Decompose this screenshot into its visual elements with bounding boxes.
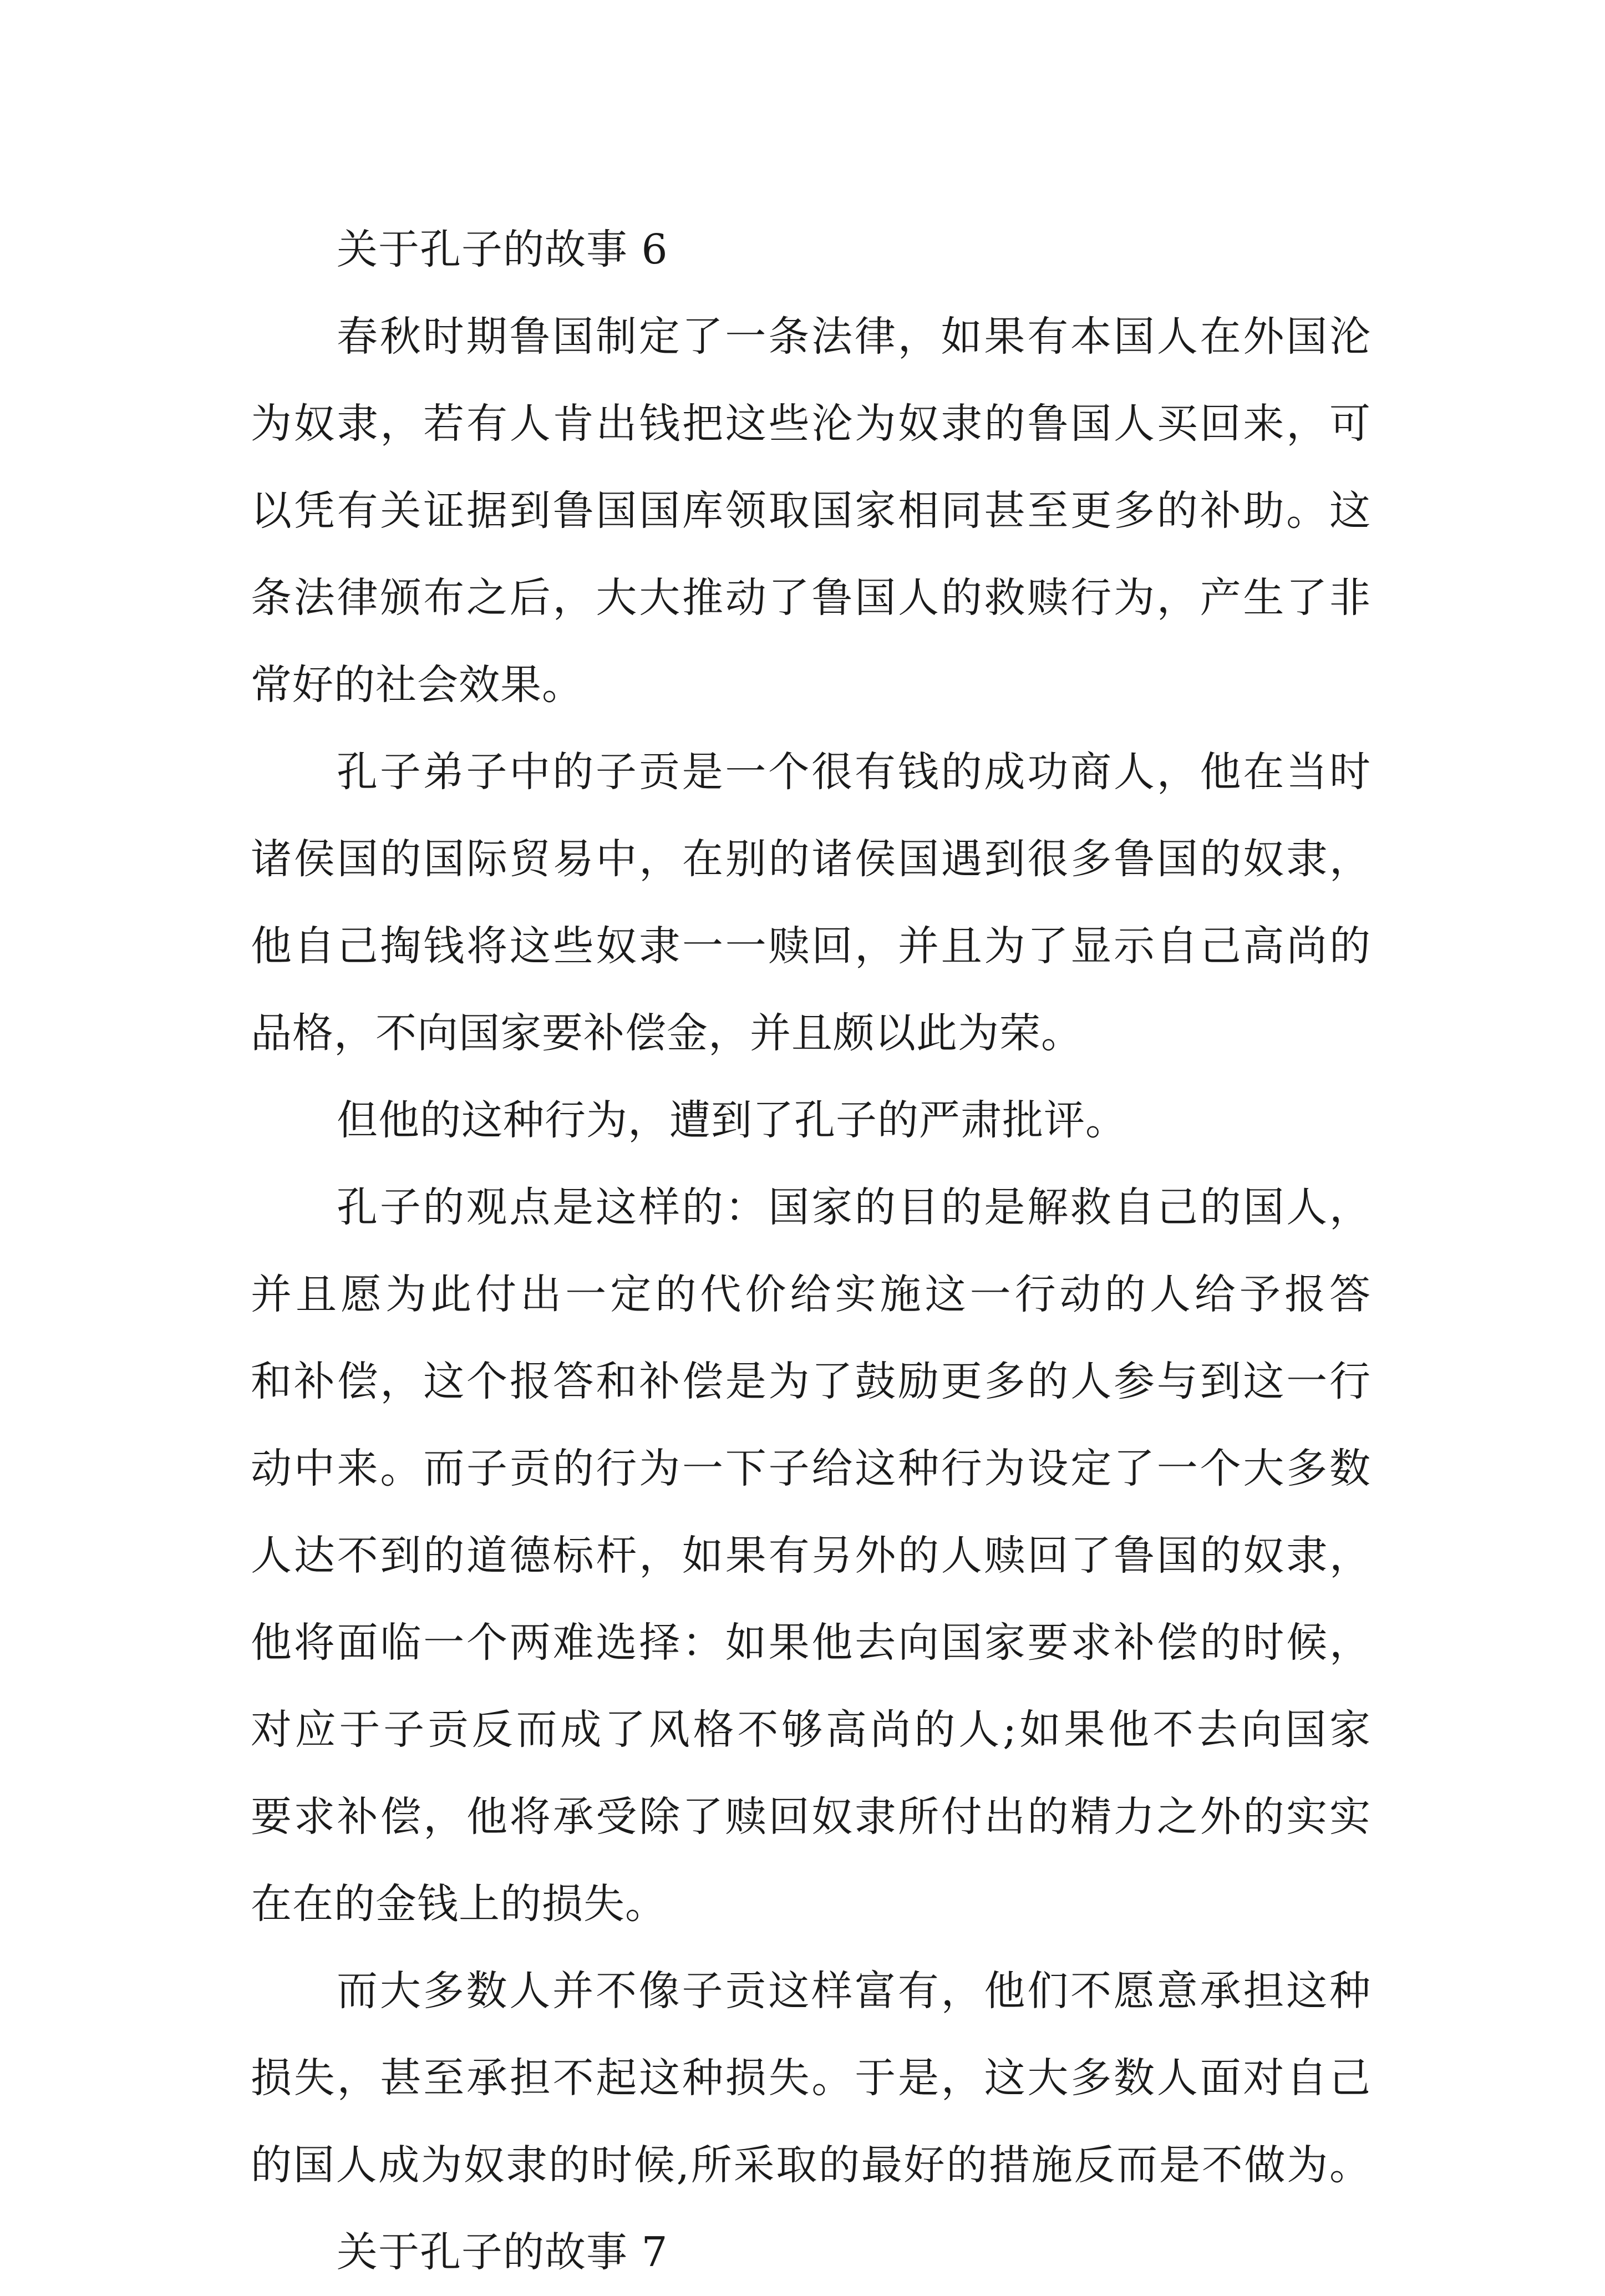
paragraph-line: 品格，不向国家要补偿金，并且颇以此为荣。 [251, 1009, 1083, 1057]
paragraph-line: 损失，甚至承担不起这种损失。于是，这大多数人面对自己 [251, 2054, 1371, 2102]
paragraph-line: 他将面临一个两难选择：如果他去向国家要求补偿的时候， [251, 1619, 1371, 1667]
paragraph-line: 孔子的观点是这样的：国家的目的是解救自己的国人， [337, 1183, 1371, 1231]
paragraph-line: 常好的社会效果。 [251, 661, 583, 709]
paragraph-3 [251, 1077, 1371, 1164]
paragraph-line: 动中来。而子贡的行为一下子给这种行为设定了一个大多数 [251, 1445, 1371, 1492]
paragraph-line: 为奴隶，若有人肯出钱把这些沦为奴隶的鲁国人买回来，可 [251, 400, 1371, 448]
document-body [251, 206, 1371, 2296]
paragraph-line: 并且愿为此付出一定的代价给实施这一行动的人给予报答 [251, 1271, 1371, 1318]
paragraph-line: 在在的金钱上的损失。 [251, 1880, 667, 1928]
paragraph-line: 的国人成为奴隶的时候,所采取的最好的措施反而是不做为。 [251, 2141, 1371, 2189]
paragraph-line: 他自己掏钱将这些奴隶一一赎回，并且为了显示自己高尚的 [251, 922, 1371, 970]
section-heading-6: 关于孔子的故事 6 [337, 226, 668, 273]
paragraph-1 [251, 293, 1371, 729]
paragraph-line: 但他的这种行为，遭到了孔子的严肃批评。 [337, 1096, 1127, 1144]
paragraph-line: 和补偿，这个报答和补偿是为了鼓励更多的人参与到这一行 [251, 1358, 1371, 1405]
paragraph-line: 诸侯国的国际贸易中，在别的诸侯国遇到很多鲁国的奴隶， [251, 835, 1371, 883]
paragraph-2 [251, 729, 1371, 1077]
paragraph-4 [251, 1164, 1371, 1948]
paragraph-line: 春秋时期鲁国制定了一条法律，如果有本国人在外国沦 [337, 313, 1371, 360]
paragraph-5 [251, 1948, 1371, 2209]
paragraph-line: 条法律颁布之后，大大推动了鲁国人的救赎行为，产生了非 [251, 574, 1371, 622]
paragraph-line: 而大多数人并不像子贡这样富有，他们不愿意承担这种 [337, 1967, 1371, 2015]
paragraph-line: 人达不到的道德标杆，如果有另外的人赎回了鲁国的奴隶， [251, 1532, 1371, 1579]
paragraph-line: 以凭有关证据到鲁国国库领取国家相同甚至更多的补助。这 [251, 487, 1371, 535]
paragraph-line: 要求补偿，他将承受除了赎回奴隶所付出的精力之外的实实 [251, 1793, 1371, 1841]
paragraph-line: 对应于子贡反而成了风格不够高尚的人;如果他不去向国家 [251, 1706, 1371, 1754]
section-heading-7: 关于孔子的故事 7 [337, 2228, 668, 2276]
paragraph-line: 孔子弟子中的子贡是一个很有钱的成功商人，他在当时 [337, 748, 1371, 796]
